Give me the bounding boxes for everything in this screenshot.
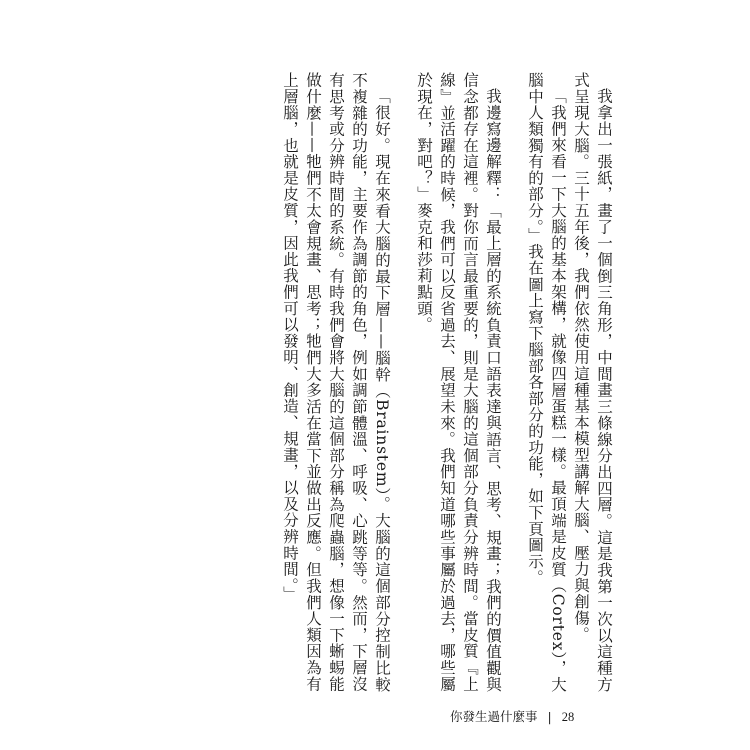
page-number: 28 — [561, 709, 575, 724]
body-text — [195, 72, 615, 692]
page-footer — [450, 707, 630, 725]
paragraph-4: 「很好。現在來看大腦的最下層——腦幹（Brainstem）。大腦的這個部分控制比較不複雜的功能，主要作為調節的角色，例如調節體溫、呼吸、心跳等等。然而，下層沒有思考或分辨時間的系統。有時我們會將大腦的這個部分稱為爬蟲腦，想像一下蜥蜴能做什麼——牠們不太會規畫、思考；牠們大多活在當下並做出反應。但我們人類因為有上層腦，也就是皮質，因此我們可以發明、創造、規畫，以及分辨時間。」 — [281, 72, 391, 692]
paragraph-1: 我拿出一張紙，畫了一個倒三角形，中間畫三條線分出四層。這是我第一次以這種方式呈現大腦。三十五年後，我們依然使用這種基本模型講解大腦、壓力與創傷。 — [572, 72, 613, 692]
footer-separator: | — [547, 708, 552, 724]
running-title: 你發生過什麼事 — [450, 708, 538, 724]
paragraph-2: 「我們來看一下大腦的基本架構，就像四層蛋糕一樣。最頂端是皮質（Cortex），大腦中人類獨有的部分。」我在圖上寫下腦部各部分的功能，如下頁圖示。 — [526, 72, 567, 692]
paragraph-3: 我邊寫邊解釋：「最上層的系統負責口語表達與語言、思考、規畫；我們的價值觀與信念都存在這裡。對你而言最重要的，則是大腦的這個部分負責分辨時間。當皮質『上線』並活躍的時候，我們可以反省過去、展望未來。我們知道哪些事屬於過去，哪些屬於現在，對吧？」麥克和莎莉點頭。 — [415, 72, 502, 692]
